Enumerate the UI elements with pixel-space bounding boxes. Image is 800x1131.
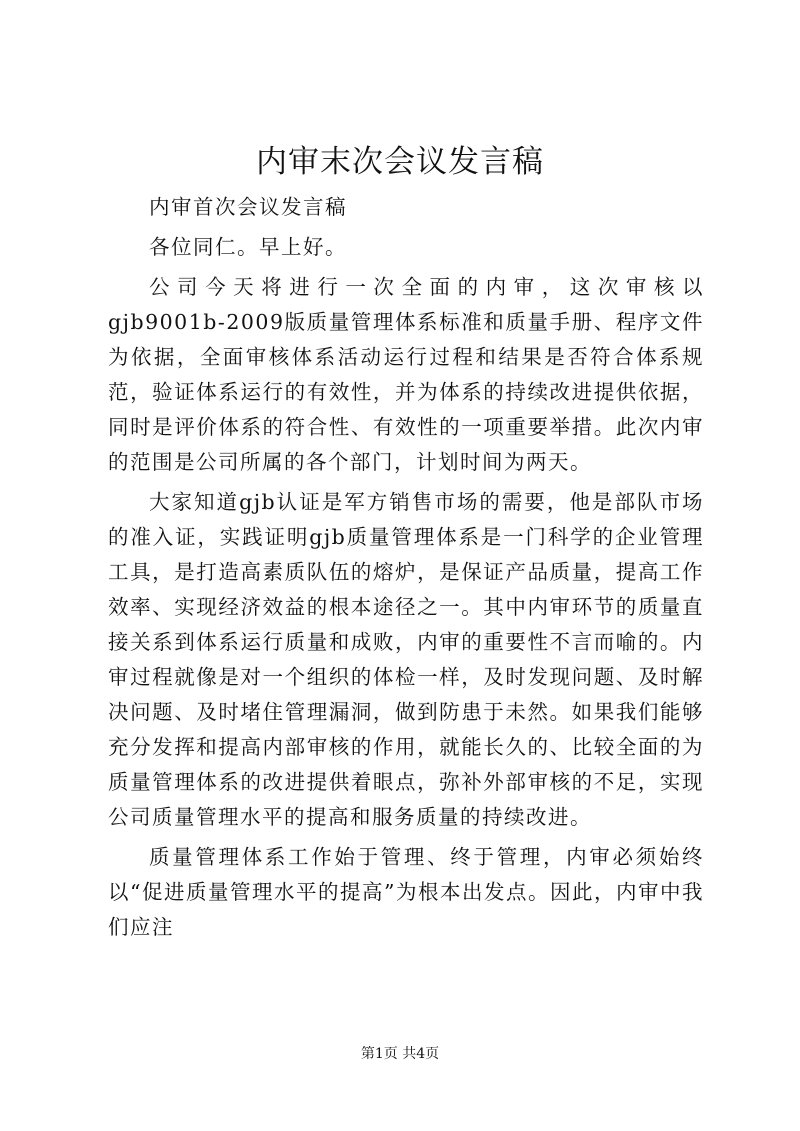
paragraph-greeting: 各位同仁。早上好。 [149,235,347,259]
paragraph-heading: 内审首次会议发言稿 [149,195,347,219]
paragraph-audit-importance: 大家知道gjb认证是军方销售市场的需要，他是部队市场的准入证，实践证明gjb质量管理体系是一门科学的企业管理工具，是打造高素质队伍的熔炉，是保证产品质量，提高工作效率、实现经济效益的根本途径之一。其中内审环节的质量直接关系到体系运行质量和成败，内审的重要性不言而喻的。内审过程就像是对一个组织的体检一样，及时发现问题、及时解决问题、及时堵住管理漏洞，做到防患于未然。如果我们能够充分发挥和提高内部审核的作用，就能长久的、比较全面的为质量管理体系的改进提供着眼点，弥补外部审核的不足，实现公司质量管理水平的提高和服务质量的持续改进。 [108,490,704,829]
document-title: 内审末次会议发言稿 [256,144,544,180]
paragraph-audit-principle: 质量管理体系工作始于管理、终于管理，内审必须始终以“促进质量管理水平的提高”为根本出发点。因此，内审中我们应注 [108,845,704,939]
paragraph-audit-scope: 公司今天将进行一次全面的内审，这次审核以gjb9001b-2009版质量管理体系标准和质量手册、程序文件为依据，全面审核体系活动运行过程和结果是否符合体系规范，验证体系运行的有效性，并为体系的持续改进提供依据，同时是评价体系的符合性、有效性的一项重要举措。此次内审的范围是公司所属的各个部门，计划时间为两天。 [108,275,704,474]
page-number-footer: 第1页 共4页 [360,1046,440,1062]
document-body [108,190,704,950]
